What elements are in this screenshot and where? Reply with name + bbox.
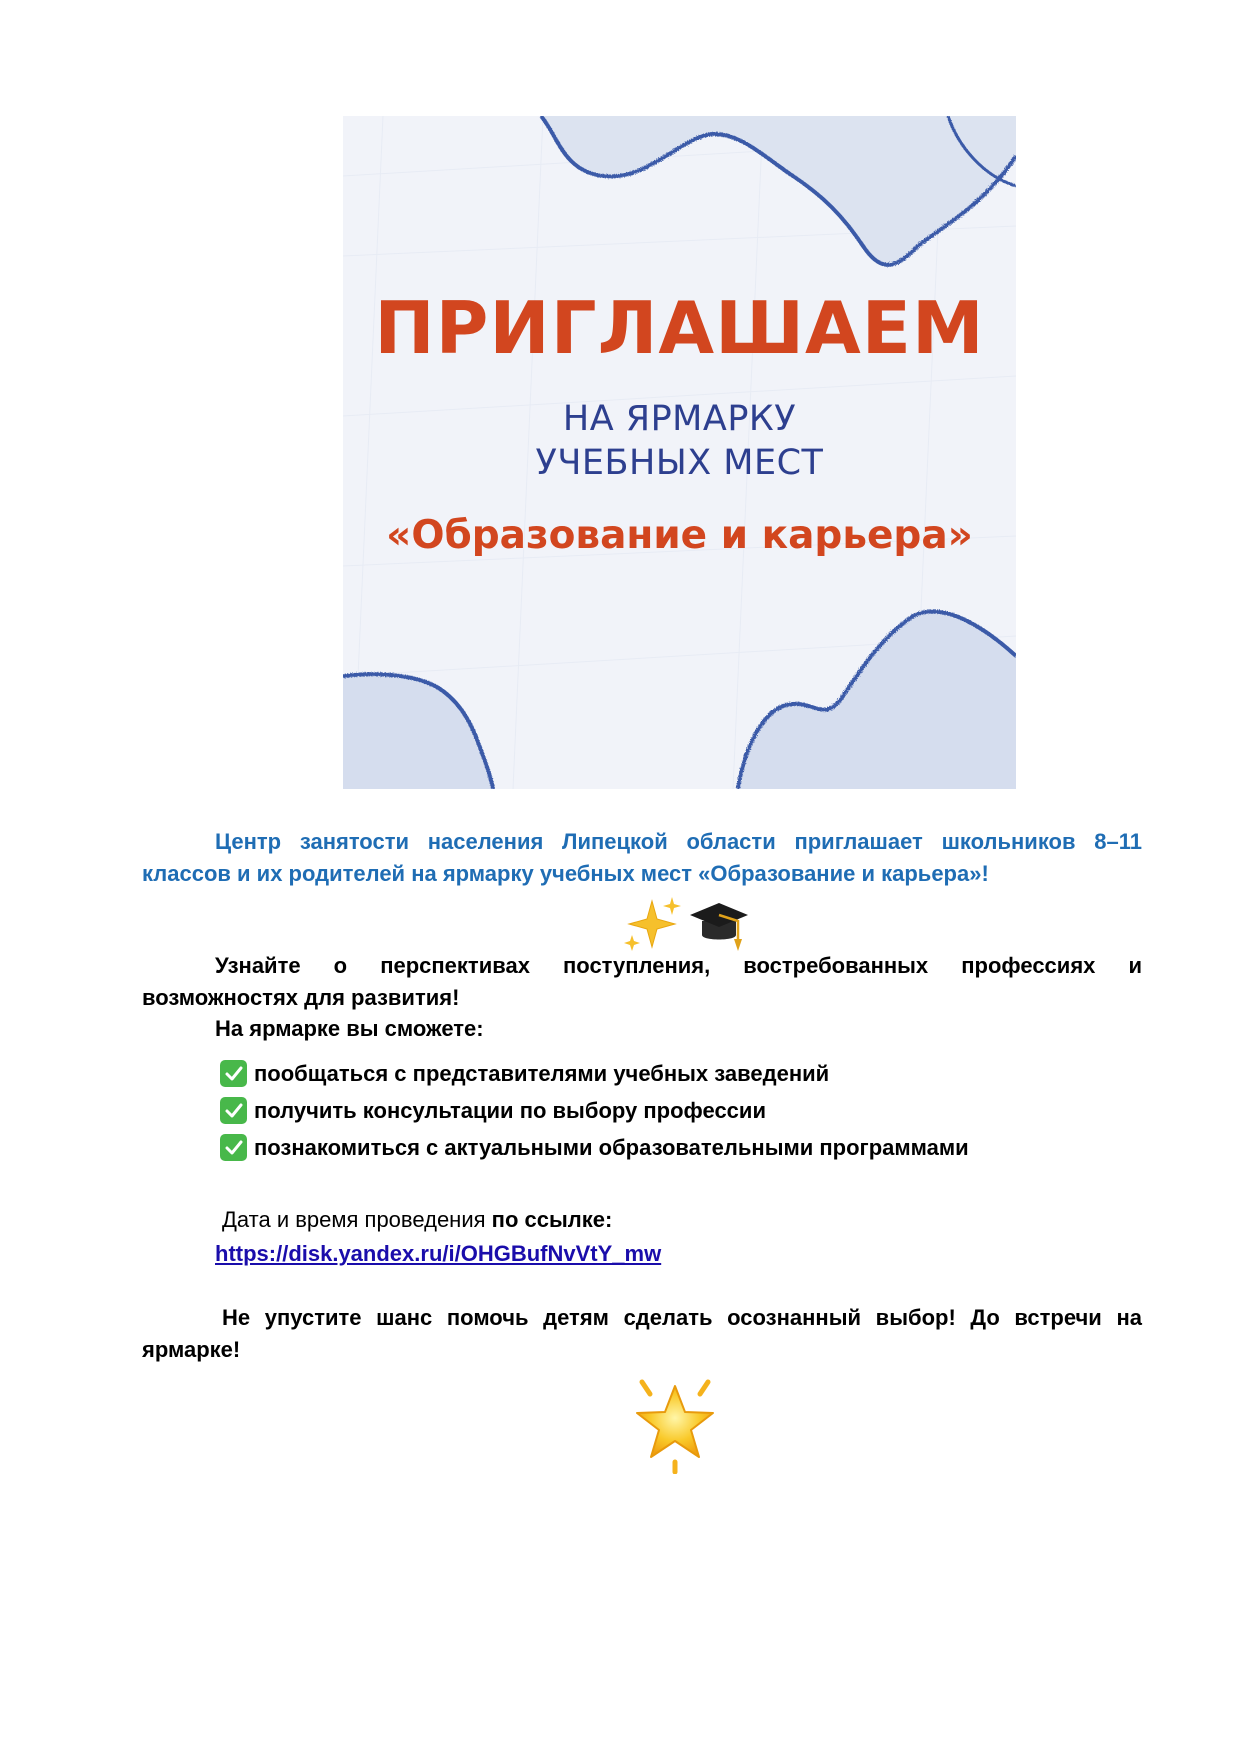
event-poster: [343, 116, 1016, 789]
poster-event-name: «Образование и карьера»: [386, 513, 973, 558]
list-heading: На ярмарке вы сможете:: [215, 1016, 484, 1041]
date-lead-text: Дата и время проведения: [222, 1207, 492, 1232]
sparkles-icon: [622, 897, 682, 953]
poster-subtitle-line2: УЧЕБНЫХ МЕСТ: [535, 443, 824, 483]
list-item-text: познакомиться с актуальными образовательными программами: [254, 1134, 969, 1160]
list-item: [220, 1092, 969, 1129]
info-paragraph: Узнайте о перспективах поступления, востребованных профессиях и возможностях для развития!: [142, 953, 1142, 1010]
intro-paragraph: Центр занятости населения Липецкой области приглашает школьников 8–11 классов и их родителей на ярмарку учебных мест «Образование и карьера»!: [142, 829, 1142, 886]
event-details-link[interactable]: https://disk.yandex.ru/i/OHGBufNvVtY_mw: [215, 1241, 662, 1266]
poster-title: ПРИГЛАШАЕМ: [374, 286, 985, 370]
list-item: [220, 1129, 969, 1166]
graduation-cap-icon: [688, 895, 750, 953]
closing-paragraph: Не упустите шанс помочь детям сделать осознанный выбор! До встречи на ярмарке!: [142, 1305, 1142, 1362]
list-item-text: пообщаться с представителями учебных заведений: [254, 1060, 830, 1086]
poster-subtitle-line1: НА ЯРМАРКУ: [562, 399, 797, 439]
check-mark-icon: [220, 1097, 247, 1124]
list-item-text: получить консультации по выбору профессии: [254, 1097, 766, 1123]
date-link-label: по ссылке:: [491, 1207, 613, 1232]
list-item: [220, 1055, 969, 1092]
date-info: [222, 1204, 612, 1236]
benefits-list: [220, 1055, 969, 1166]
glowing-star-icon: [624, 1372, 726, 1474]
check-mark-icon: [220, 1134, 247, 1161]
check-mark-icon: [220, 1060, 247, 1087]
intro-emojis: [622, 895, 762, 955]
